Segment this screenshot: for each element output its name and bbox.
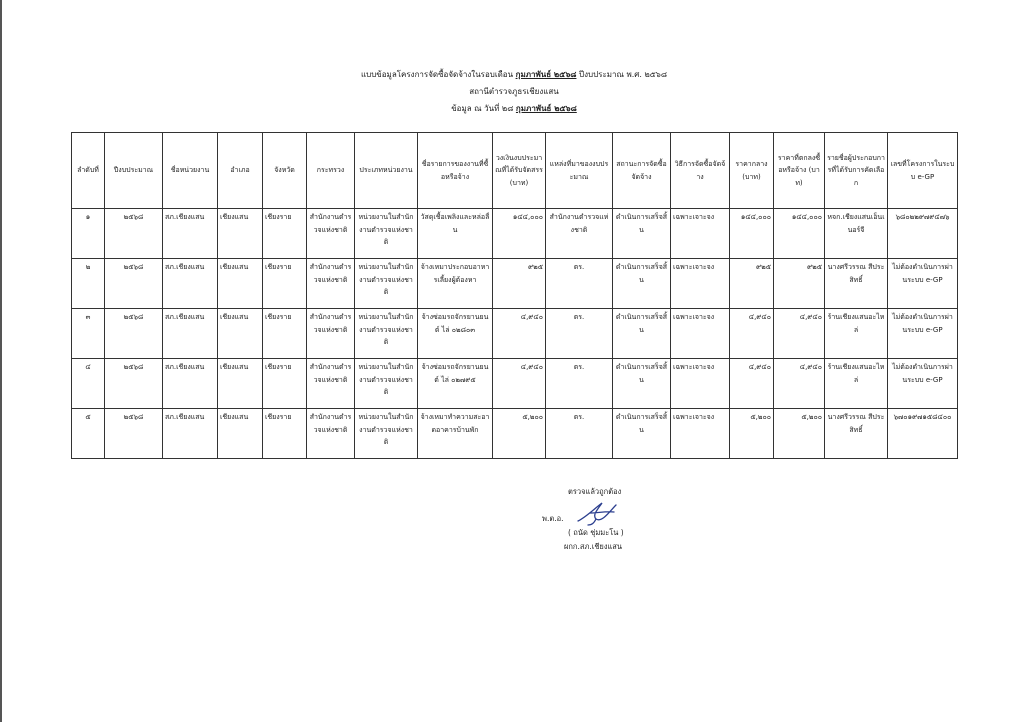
cell-budget-source: ตร. (546, 309, 613, 359)
cell-budget-source: สำนักงานตำรวจแห่งชาติ (546, 209, 613, 259)
cell-median-price: ๙๒๕ (730, 259, 774, 309)
header-date: กุมภาพันธ์ ๒๕๖๘ (515, 104, 577, 113)
cell-item: จ้างเหมาประกอบอาหารเลี้ยงผู้ต้องหา (418, 259, 493, 309)
cell-budget: ๕,๒๐๐ (493, 409, 546, 459)
cell-agency: สภ.เชียงแสน (163, 209, 218, 259)
cell-fiscal-year: ๒๕๖๘ (105, 209, 163, 259)
cell-district: เชียงแสน (218, 259, 263, 309)
signer-name: ( ถนัด ชุ่มมะโน ) (568, 528, 624, 537)
col-header-budget: วงเงินงบประมาณที่ได้รับจัดสรร (บาท) (493, 133, 546, 209)
cell-fiscal-year: ๒๕๖๘ (105, 309, 163, 359)
table-row (72, 259, 958, 309)
cell-budget-source: ตร. (546, 259, 613, 309)
cell-province: เชียงราย (263, 209, 307, 259)
checked-label: ตรวจแล้วถูกต้อง (568, 487, 622, 496)
cell-ministry: สำนักงานตำรวจแห่งชาติ (307, 209, 355, 259)
signature-block (542, 485, 702, 554)
cell-order: ๒ (72, 259, 105, 309)
cell-agency: สภ.เชียงแสน (163, 309, 218, 359)
header-line-1-prefix: แบบข้อมูลโครงการจัดซื้อจัดจ้างในรอบเดือน (360, 70, 514, 79)
cell-agreed-price: ๙๒๕ (774, 259, 825, 309)
document-header (2, 66, 1024, 117)
cell-agency: สภ.เชียงแสน (163, 259, 218, 309)
header-line-3 (2, 100, 1024, 117)
cell-status: ดำเนินการเสร็จสิ้น (613, 209, 671, 259)
cell-province: เชียงราย (263, 359, 307, 409)
handwritten-signature (572, 497, 622, 527)
cell-method: เฉพาะเจาะจง (671, 359, 730, 409)
cell-vendor: ร้านเชียงแสนอะไหล่ (825, 359, 888, 409)
cell-budget: ๔,๙๔๐ (493, 359, 546, 409)
cell-fiscal-year: ๒๕๖๘ (105, 409, 163, 459)
cell-item: จ้างซ่อมรถจักรยานยนต์ ไล่ ๐๒๘๐๓ (418, 309, 493, 359)
cell-agreed-price: ๔,๙๔๐ (774, 309, 825, 359)
col-header-status: สถานะการจัดซื้อจัดจ้าง (613, 133, 671, 209)
cell-agency-type: หน่วยงานในสำนักงานตำรวจแห่งชาติ (355, 409, 418, 459)
cell-status: ดำเนินการเสร็จสิ้น (613, 359, 671, 409)
cell-item: จ้างเหมาทำความสะอาดอาคารบ้านพัก (418, 409, 493, 459)
cell-fiscal-year: ๒๕๖๘ (105, 259, 163, 309)
cell-agreed-price: ๕,๒๐๐ (774, 409, 825, 459)
col-header-ministry: กระทรวง (307, 133, 355, 209)
col-header-agency: ชื่อหน่วยงาน (163, 133, 218, 209)
cell-district: เชียงแสน (218, 409, 263, 459)
cell-method: เฉพาะเจาะจง (671, 259, 730, 309)
table-row (72, 209, 958, 259)
cell-district: เชียงแสน (218, 359, 263, 409)
header-line-1 (2, 66, 1024, 83)
cell-vendor: หจก.เชียงแสนเอ็นเนอร์จี (825, 209, 888, 259)
cell-median-price: ๔,๙๔๐ (730, 309, 774, 359)
cell-order: ๑ (72, 209, 105, 259)
cell-ministry: สำนักงานตำรวจแห่งชาติ (307, 409, 355, 459)
cell-agreed-price: ๔,๙๔๐ (774, 359, 825, 409)
table-header-row (72, 133, 958, 209)
cell-status: ดำเนินการเสร็จสิ้น (613, 409, 671, 459)
cell-vendor: นางศรีวรรณ สีประสิทธิ์ (825, 259, 888, 309)
cell-fiscal-year: ๒๕๖๘ (105, 359, 163, 409)
col-header-district: อำเภอ (218, 133, 263, 209)
col-header-egp-number: เลขที่โครงการในระบบ e-GP (888, 133, 958, 209)
cell-status: ดำเนินการเสร็จสิ้น (613, 309, 671, 359)
cell-ministry: สำนักงานตำรวจแห่งชาติ (307, 309, 355, 359)
signer-rank: พ.ต.อ. (542, 514, 564, 523)
col-header-agreed-price: ราคาที่ตกลงซื้อหรือจ้าง (บาท) (774, 133, 825, 209)
cell-order: ๔ (72, 359, 105, 409)
cell-budget-source: ตร. (546, 359, 613, 409)
col-header-agency-type: ประเภทหน่วยงาน (355, 133, 418, 209)
cell-province: เชียงราย (263, 309, 307, 359)
cell-median-price: ๕,๒๐๐ (730, 409, 774, 459)
procurement-table (71, 132, 958, 459)
cell-median-price: ๔,๙๔๐ (730, 359, 774, 409)
cell-vendor: นางศรีวรรณ สีประสิทธิ์ (825, 409, 888, 459)
cell-order: ๓ (72, 309, 105, 359)
cell-order: ๕ (72, 409, 105, 459)
cell-item: วัสดุเชื้อเพลิงและหล่อลื่น (418, 209, 493, 259)
cell-agency-type: หน่วยงานในสำนักงานตำรวจแห่งชาติ (355, 309, 418, 359)
table-row (72, 309, 958, 359)
header-month: กุมภาพันธ์ ๒๕๖๘ (515, 70, 577, 79)
cell-budget: ๑๔๔,๐๐๐ (493, 209, 546, 259)
cell-agency-type: หน่วยงานในสำนักงานตำรวจแห่งชาติ (355, 209, 418, 259)
header-line-2: สถานีตำรวจภูธรเชียงแสน (469, 87, 559, 96)
col-header-median-price: ราคากลาง (บาท) (730, 133, 774, 209)
cell-agency-type: หน่วยงานในสำนักงานตำรวจแห่งชาติ (355, 259, 418, 309)
cell-budget-source: ตร. (546, 409, 613, 459)
cell-method: เฉพาะเจาะจง (671, 209, 730, 259)
cell-province: เชียงราย (263, 409, 307, 459)
cell-agreed-price: ๑๔๔,๐๐๐ (774, 209, 825, 259)
cell-median-price: ๑๔๔,๐๐๐ (730, 209, 774, 259)
col-header-item: ชื่อรายการของงานที่ซื้อหรือจ้าง (418, 133, 493, 209)
cell-ministry: สำนักงานตำรวจแห่งชาติ (307, 259, 355, 309)
cell-egp-number: ๖๘๐๒๒๙๗๙๔๗๖ (888, 209, 958, 259)
cell-agency: สภ.เชียงแสน (163, 409, 218, 459)
col-header-budget-source: แหล่งที่มาของงบประมาณ (546, 133, 613, 209)
cell-status: ดำเนินการเสร็จสิ้น (613, 259, 671, 309)
cell-vendor: ร้านเชียงแสนอะไหล่ (825, 309, 888, 359)
cell-egp-number: ไม่ต้องดำเนินการผ่านระบบ e-GP (888, 309, 958, 359)
col-header-province: จังหวัด (263, 133, 307, 209)
cell-agency-type: หน่วยงานในสำนักงานตำรวจแห่งชาติ (355, 359, 418, 409)
signer-position: ผกก.สภ.เชียงแสน (564, 542, 623, 551)
col-header-method: วิธีการจัดซื้อจัดจ้าง (671, 133, 730, 209)
cell-ministry: สำนักงานตำรวจแห่งชาติ (307, 359, 355, 409)
cell-method: เฉพาะเจาะจง (671, 409, 730, 459)
col-header-vendor: รายชื่อผู้ประกอบการที่ได้รับการคัดเลือก (825, 133, 888, 209)
cell-budget: ๙๒๕ (493, 259, 546, 309)
col-header-fiscal-year: ปีงบประมาณ (105, 133, 163, 209)
table-row (72, 359, 958, 409)
header-line-1-suffix: ปีงบประมาณ พ.ศ. ๒๕๖๘ (579, 70, 668, 79)
col-header-order: ลำดับที่ (72, 133, 105, 209)
cell-egp-number: ไม่ต้องดำเนินการผ่านระบบ e-GP (888, 259, 958, 309)
cell-district: เชียงแสน (218, 209, 263, 259)
cell-budget: ๔,๙๔๐ (493, 309, 546, 359)
cell-agency: สภ.เชียงแสน (163, 359, 218, 409)
cell-method: เฉพาะเจาะจง (671, 309, 730, 359)
cell-egp-number: ไม่ต้องดำเนินการผ่านระบบ e-GP (888, 359, 958, 409)
cell-province: เชียงราย (263, 259, 307, 309)
cell-district: เชียงแสน (218, 309, 263, 359)
cell-item: จ้างซ่อมรถจักรยานยนต์ ไล่ ๐๒๗๙๕ (418, 359, 493, 409)
table-row (72, 409, 958, 459)
header-line-3-prefix: ข้อมูล ณ วันที่ ๒๘ (451, 104, 514, 113)
cell-egp-number: ๖๗๐๑๙๗๑๕๘๔๐๐ (888, 409, 958, 459)
